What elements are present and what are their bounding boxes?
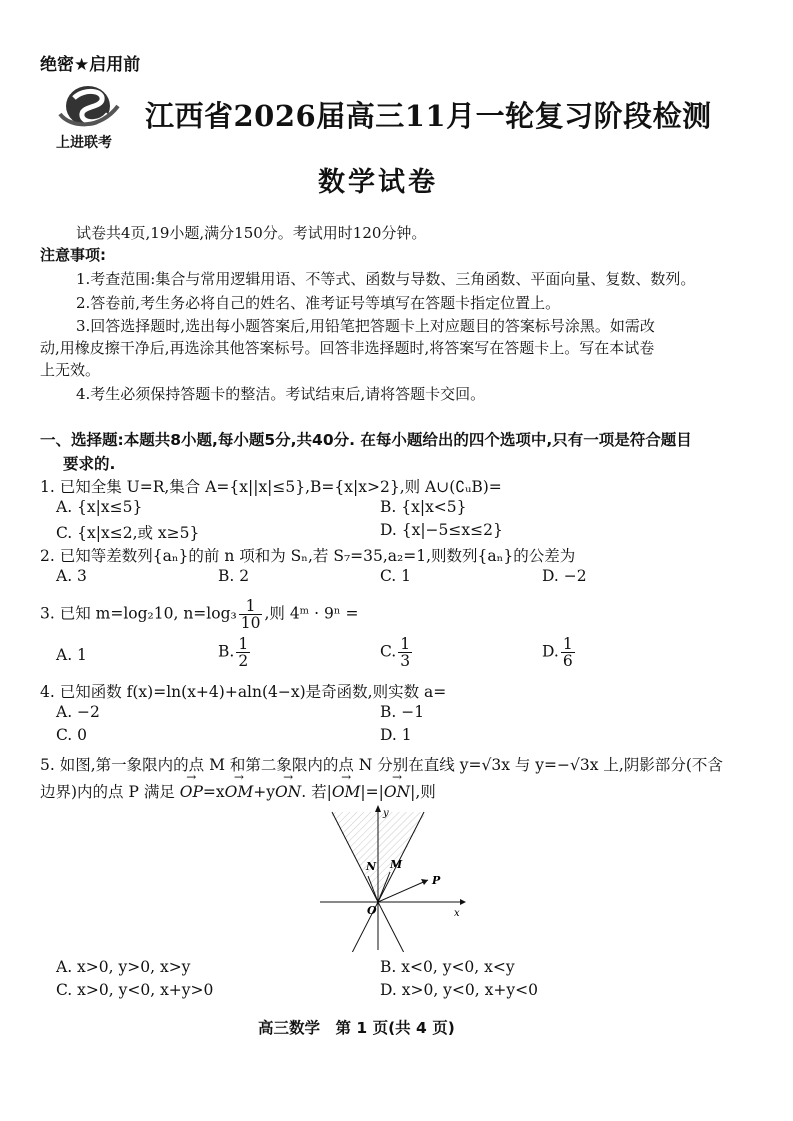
question-4-option-c: C. 0	[56, 726, 88, 744]
question-1-option-b: B. {x|x<5}	[380, 498, 467, 516]
notice-item-3-line-2: 动,用橡皮擦干净后,再选涂其他答案标号。回答非选择题时,将答案写在答题卡上。写在本试卷	[40, 339, 655, 357]
question-5-text: +y	[253, 783, 275, 801]
question-1-option-c: C. {x|x≤2,或 x≥5}	[56, 524, 200, 542]
logo-text: 上进联考	[56, 135, 112, 151]
question-5-figure	[310, 802, 470, 952]
question-4-option-d: D. 1	[380, 726, 412, 744]
question-3-stem-start: 3. 已知 m=log₂10, n=log₃	[40, 604, 237, 623]
exam-intro: 试卷共4页,19小题,满分150分。考试用时120分钟。	[76, 224, 427, 242]
option-label: B.	[218, 642, 235, 661]
fraction-numerator: 1	[562, 635, 573, 653]
question-4-option-b: B. −1	[380, 703, 425, 721]
fraction-denominator: 6	[562, 652, 573, 670]
fraction-denominator: 2	[238, 652, 249, 670]
figure-label-n: N	[366, 860, 377, 873]
vector-on: → ON	[384, 783, 410, 801]
exam-subtitle: 数学试卷	[318, 167, 438, 198]
section-heading-line-2: 要求的.	[63, 455, 116, 473]
logo-emblem-icon	[54, 84, 134, 134]
fraction-numerator: 1	[238, 635, 249, 653]
confidential-label: 绝密★启用前	[40, 55, 141, 75]
question-2-option-b: B. 2	[218, 567, 250, 585]
question-5-text: 边界)内的点 P 满足	[40, 783, 180, 801]
notice-item-1: 1.考查范围:集合与常用逻辑用语、不等式、函数与导数、三角函数、平面向量、复数、数列。	[76, 270, 696, 288]
figure-label-p: P	[432, 874, 441, 887]
question-5-option-c: C. x>0, y<0, x+y>0	[56, 981, 214, 999]
question-5-text: =x	[202, 783, 225, 801]
question-3-stem	[40, 598, 358, 631]
page-footer: 高三数学 第 1 页(共 4 页)	[258, 1019, 455, 1037]
notice-item-4: 4.考生必须保持答题卡的整洁。考试结束后,请将答题卡交回。	[76, 385, 486, 403]
question-2-stem: 2. 已知等差数列{aₙ}的前 n 项和为 Sₙ,若 S₇=35,a₂=1,则数列{aₙ}的公差为	[40, 547, 576, 565]
question-1-stem: 1. 已知全集 U=R,集合 A={x||x|≤5},B={x|x>2},则 A∪(∁ᵤB)=	[40, 478, 502, 496]
arrowhead-icon	[421, 879, 428, 885]
option-label: C.	[380, 642, 397, 661]
fraction-denominator: 3	[400, 652, 411, 670]
question-5-option-a: A. x>0, y>0, x>y	[56, 958, 191, 976]
figure-label-x: x	[454, 908, 460, 919]
question-1-option-a: A. {x|x≤5}	[56, 498, 143, 516]
vector-op: → OP	[180, 783, 203, 801]
question-3-fraction	[239, 598, 263, 631]
x-axis-arrow-icon	[460, 899, 466, 905]
question-5-line-2	[40, 780, 436, 802]
question-2-option-c: C. 1	[380, 567, 412, 585]
y-axis-arrow-icon	[375, 805, 381, 812]
figure-label-m: M	[390, 858, 403, 871]
notice-item-3-line-1: 3.回答选择题时,选出每小题答案后,用铅笔把答题卡上对应题目的答案标号涂黑。如需改	[76, 317, 655, 335]
question-3-option-b	[218, 636, 252, 669]
question-2-option-a: A. 3	[56, 567, 87, 585]
question-1-option-d: D. {x|−5≤x≤2}	[380, 521, 503, 539]
exam-title: 江西省2026届高三11月一轮复习阶段检测	[145, 99, 712, 133]
figure-label-o: O	[367, 904, 377, 917]
question-5-option-b: B. x<0, y<0, x<y	[380, 958, 515, 976]
option-label: D.	[542, 642, 559, 661]
question-5-text: . 若|	[301, 783, 332, 801]
question-3-fraction-denominator: 10	[240, 614, 261, 632]
publisher-logo	[54, 84, 134, 150]
question-4-option-a: A. −2	[56, 703, 100, 721]
section-heading-line-1: 一、选择题:本题共8小题,每小题5分,共40分. 在每小题给出的四个选项中,只有一项是符合题目	[40, 431, 692, 449]
notice-item-2: 2.答卷前,考生务必将自己的姓名、准考证号等填写在答题卡指定位置上。	[76, 294, 561, 312]
question-5-line-1: 5. 如图,第一象限内的点 M 和第二象限内的点 N 分别在直线 y=√3x 与 y=−√3x 上,阴影部分(不含	[40, 756, 723, 774]
question-5-text: |=|	[360, 783, 384, 801]
vector-om: → OM	[332, 783, 361, 801]
question-3-fraction-numerator: 1	[239, 598, 263, 615]
question-2-option-d: D. −2	[542, 567, 587, 585]
question-5-text: |,则	[410, 783, 436, 801]
figure-label-y: y	[383, 808, 389, 819]
question-3-option-c	[380, 636, 414, 669]
fraction-numerator: 1	[400, 635, 411, 653]
question-5-option-d: D. x>0, y<0, x+y<0	[380, 981, 538, 999]
vector-om: → OM	[225, 783, 254, 801]
question-3-stem-end: ,则 4ᵐ · 9ⁿ =	[264, 604, 359, 623]
vector-on: → ON	[275, 783, 301, 801]
question-4-stem: 4. 已知函数 f(x)=ln(x+4)+aln(4−x)是奇函数,则实数 a=	[40, 683, 447, 701]
notice-heading: 注意事项:	[40, 246, 106, 264]
notice-item-3-line-3: 上无效。	[40, 361, 101, 379]
question-3-option-a: A. 1	[56, 646, 87, 664]
question-3-option-d	[542, 636, 577, 669]
